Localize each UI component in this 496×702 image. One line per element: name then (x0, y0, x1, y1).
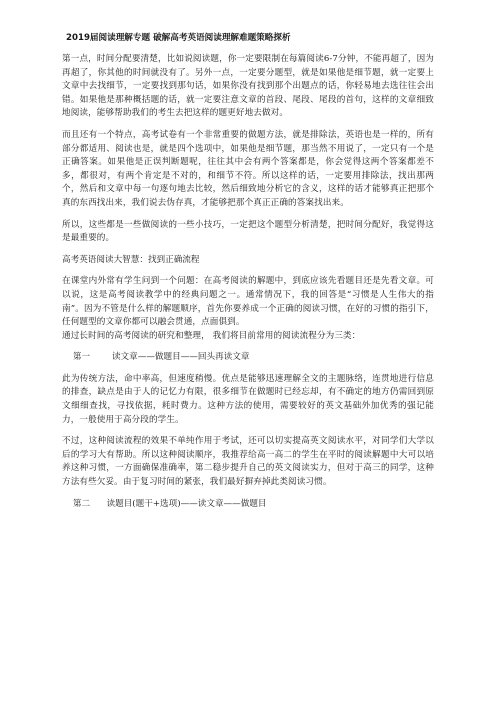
paragraph-method-one-recommendation: 不过，这种阅读流程的效果不单纯作用于考试，还可以切实提高英文阅读水平，对同学们大学以后的学习大有帮助。所以这种阅读顺序，我推荐给高一高二的学生在平时的阅读解题中大可以培养这种习惯，一方面确保准确率，第二稳步提升自己的英文阅读实力，但对于高三的同学，这种方法有些欠妥。由于复习时间的紧张，我们最好摒弃掉此类阅读习惯。 (62, 436, 434, 488)
paragraph-three-flows-intro: 通过长时间的高考阅读的研究和整理， 我们将目前常用的阅读流程分为三类： (62, 330, 361, 341)
paragraph-elimination-method: 而且还有一个特点，高考试卷有一个非常重要的做题方法，就是排除法，英语也是一样的，所有部分都适用、阅读也是，就是四个选项中，如果他是细节题，那当然不用说了，一定只有一个是正确答案。如果他是正误判断题呢，往往其中会有两个答案都是，你会觉得这两个答案都差不多，都很对，有两个肯定是不对的，和细节不符。所以这样的话，一定要用排除法，找出那两个，然后和文章中每一句逐句地去比较，然后细致地分析它的含义，这样的话才能够真正把那个真的东西找出来，我们说去伪存真，才能够把那个真正正确的答案找出来。 (62, 129, 434, 208)
document-title: 2019届阅读理解专题 破解高考英语阅读理解难题策略探析 (66, 33, 291, 43)
paragraph-time-allocation: 第一点，时间分配要清楚，比如说阅读题，你一定要限制在每篇阅读6-7分钟，不能再超了，因为再超了，你其他的时间就没有了。另外一点，一定要分题型，就是如果他是细节题，就一定要上文章中去找细节，一定要找到那句话，如果你没有找到那个出题点的话，你轻易地去选往往会出错。如果他是那种概括题的话，就一定要注意文章的首段、尾段、尾段的首句，这样的文章细致地阅读，能够帮助我们的考生去把这样的题更好地去做对。 (62, 54, 434, 119)
paragraph-reading-order-question: 在课堂内外常有学生问到一个问题：在高考阅读的解题中，到底应该先看题目还是先看文章。可以说，这是高考阅读教学中的经典问题之一。通常情况下，我的回答是“习惯是人生伟大的指南”。因为不管是什么样的解题顺序，首先你要养成一个正确的阅读习惯，在好的习惯的指引下，任何题型的文章你都可以融会贯通，点面俱到。 (62, 276, 434, 328)
method-one-label: 第一 读文章——做题目——回头再读文章 (62, 352, 250, 363)
section-heading: 高考英语阅读大智慧：找到正确流程 (62, 254, 200, 265)
method-two-label: 第二 读题目(题干+选项)——读文章——做题目 (62, 498, 267, 509)
document-page (62, 32, 434, 519)
paragraph-tips-summary: 所以，这些都是一些做阅读的一些小技巧，一定把这个题型分析清楚，把时间分配好，我觉得这是最重要的。 (62, 219, 434, 244)
paragraph-method-one-desc: 此为传统方法，命中率高，但速度稍慢。优点是能够迅速理解全文的主题脉络，连贯地进行信息的排查，缺点是由于人的记忆力有限，很多细节在做题时已经忘却，有不确定的地方仍需回到原文细细查找，寻找依据，耗时费力。这种方法的使用，需要较好的英文基础外加优秀的强记能力，一般使用于高分段的学生。 (62, 373, 434, 425)
